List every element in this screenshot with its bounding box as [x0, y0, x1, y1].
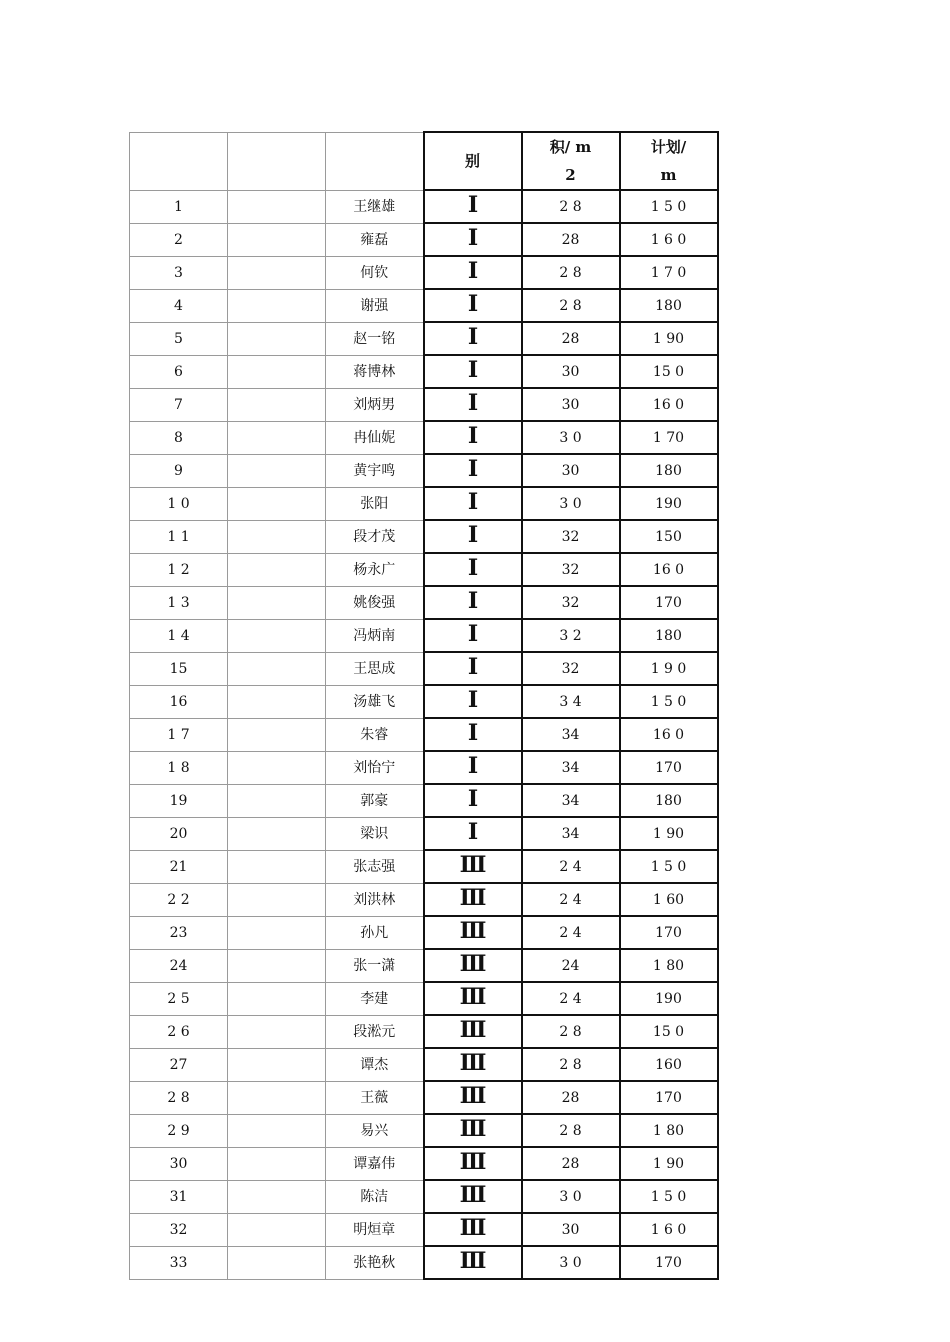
- category-mark: Ⅰ: [467, 291, 478, 317]
- category-cell: [424, 916, 522, 949]
- blank-cell: [228, 619, 326, 652]
- index-cell: 5: [130, 322, 228, 355]
- index-cell: 8: [130, 421, 228, 454]
- plan-cell: 180: [620, 784, 718, 817]
- category-mark: Ⅰ: [467, 588, 478, 614]
- name-cell: 郭豪: [326, 784, 424, 817]
- index-cell: 27: [130, 1048, 228, 1081]
- index-cell: 2: [130, 223, 228, 256]
- blank-cell: [228, 883, 326, 916]
- category-mark: Ⅲ: [459, 1050, 486, 1076]
- table-row: [130, 1213, 718, 1246]
- blank-cell: [228, 1048, 326, 1081]
- blank-cell: [228, 916, 326, 949]
- area-cell: 32: [522, 553, 620, 586]
- category-mark: Ⅲ: [459, 1182, 486, 1208]
- blank-cell: [228, 685, 326, 718]
- blank-cell: [228, 190, 326, 223]
- area-cell: 28: [522, 1081, 620, 1114]
- area-cell: 2 4: [522, 916, 620, 949]
- plan-cell: 16 0: [620, 553, 718, 586]
- index-cell: 1 1: [130, 520, 228, 553]
- category-mark: Ⅰ: [467, 225, 478, 251]
- index-cell: 33: [130, 1246, 228, 1279]
- category-mark: Ⅰ: [467, 786, 478, 812]
- plan-cell: 1 5 0: [620, 850, 718, 883]
- plan-cell: 190: [620, 487, 718, 520]
- blank-cell: [228, 1147, 326, 1180]
- category-mark: Ⅲ: [459, 885, 486, 911]
- blank-cell: [228, 1081, 326, 1114]
- name-cell: 段淞元: [326, 1015, 424, 1048]
- header-cell-2: [326, 132, 424, 190]
- index-cell: 15: [130, 652, 228, 685]
- category-cell: [424, 1015, 522, 1048]
- category-cell: [424, 1180, 522, 1213]
- blank-cell: [228, 553, 326, 586]
- index-cell: 2 8: [130, 1081, 228, 1114]
- name-cell: 姚俊强: [326, 586, 424, 619]
- category-mark: Ⅰ: [467, 324, 478, 350]
- name-cell: 谭嘉伟: [326, 1147, 424, 1180]
- category-cell: [424, 223, 522, 256]
- category-mark: Ⅲ: [459, 852, 486, 878]
- area-cell: 3 0: [522, 487, 620, 520]
- name-cell: 冉仙妮: [326, 421, 424, 454]
- index-cell: 2 6: [130, 1015, 228, 1048]
- category-cell: [424, 520, 522, 553]
- header-cell-0: [130, 132, 228, 190]
- table-row: [130, 355, 718, 388]
- table-row: [130, 850, 718, 883]
- index-cell: 31: [130, 1180, 228, 1213]
- index-cell: 2 2: [130, 883, 228, 916]
- category-mark: Ⅰ: [467, 720, 478, 746]
- plan-cell: 170: [620, 1246, 718, 1279]
- blank-cell: [228, 1246, 326, 1279]
- category-cell: [424, 289, 522, 322]
- category-mark: Ⅰ: [467, 819, 478, 845]
- blank-cell: [228, 784, 326, 817]
- area-cell: 2 8: [522, 256, 620, 289]
- plan-cell: 16 0: [620, 388, 718, 421]
- index-cell: 1 2: [130, 553, 228, 586]
- name-cell: 孙凡: [326, 916, 424, 949]
- name-cell: 刘洪林: [326, 883, 424, 916]
- name-cell: 雍磊: [326, 223, 424, 256]
- category-mark: Ⅰ: [467, 456, 478, 482]
- blank-cell: [228, 421, 326, 454]
- table-row: [130, 1147, 718, 1180]
- table-row: [130, 190, 718, 223]
- name-cell: 谭杰: [326, 1048, 424, 1081]
- blank-cell: [228, 487, 326, 520]
- plan-cell: 1 6 0: [620, 1213, 718, 1246]
- blank-cell: [228, 586, 326, 619]
- table-row: [130, 1081, 718, 1114]
- header-row: [130, 132, 718, 190]
- category-mark: Ⅰ: [467, 192, 478, 218]
- plan-cell: 180: [620, 289, 718, 322]
- category-cell: [424, 685, 522, 718]
- name-cell: 朱睿: [326, 718, 424, 751]
- table-row: [130, 619, 718, 652]
- index-cell: 19: [130, 784, 228, 817]
- plan-cell: 1 90: [620, 1147, 718, 1180]
- category-cell: [424, 850, 522, 883]
- header-cell-area: 积/ m 2: [522, 132, 620, 190]
- category-cell: [424, 1081, 522, 1114]
- category-cell: [424, 322, 522, 355]
- category-mark: Ⅰ: [467, 258, 478, 284]
- plan-cell: 190: [620, 982, 718, 1015]
- blank-cell: [228, 256, 326, 289]
- category-cell: [424, 355, 522, 388]
- category-cell: [424, 421, 522, 454]
- table-row: [130, 1180, 718, 1213]
- table-row: [130, 1246, 718, 1279]
- name-cell: 赵一铭: [326, 322, 424, 355]
- blank-cell: [228, 1114, 326, 1147]
- category-cell: [424, 1048, 522, 1081]
- category-mark: Ⅲ: [459, 1116, 486, 1142]
- blank-cell: [228, 1015, 326, 1048]
- area-cell: 2 4: [522, 850, 620, 883]
- plan-cell: 180: [620, 619, 718, 652]
- area-cell: 2 8: [522, 1048, 620, 1081]
- category-mark: Ⅰ: [467, 357, 478, 383]
- category-cell: [424, 256, 522, 289]
- area-cell: 34: [522, 718, 620, 751]
- category-cell: [424, 1114, 522, 1147]
- area-cell: 2 8: [522, 1015, 620, 1048]
- category-cell: [424, 1246, 522, 1279]
- table-row: [130, 652, 718, 685]
- name-cell: 张阳: [326, 487, 424, 520]
- plan-cell: 1 9 0: [620, 652, 718, 685]
- name-cell: 张艳秋: [326, 1246, 424, 1279]
- plan-cell: 1 5 0: [620, 1180, 718, 1213]
- category-mark: Ⅲ: [459, 1215, 486, 1241]
- table-row: [130, 487, 718, 520]
- area-cell: 30: [522, 388, 620, 421]
- index-cell: 4: [130, 289, 228, 322]
- area-cell: 30: [522, 1213, 620, 1246]
- table-row: [130, 454, 718, 487]
- name-cell: 蒋博林: [326, 355, 424, 388]
- index-cell: 21: [130, 850, 228, 883]
- area-cell: 32: [522, 586, 620, 619]
- table-row: [130, 685, 718, 718]
- category-cell: [424, 784, 522, 817]
- plan-cell: 170: [620, 916, 718, 949]
- index-cell: 23: [130, 916, 228, 949]
- category-cell: [424, 949, 522, 982]
- table-row: [130, 916, 718, 949]
- plan-cell: 1 7 0: [620, 256, 718, 289]
- name-cell: 段才茂: [326, 520, 424, 553]
- blank-cell: [228, 982, 326, 1015]
- category-cell: [424, 619, 522, 652]
- name-cell: 何钦: [326, 256, 424, 289]
- category-mark: Ⅲ: [459, 918, 486, 944]
- blank-cell: [228, 850, 326, 883]
- category-mark: Ⅲ: [459, 984, 486, 1010]
- table-row: [130, 1048, 718, 1081]
- table-row: [130, 289, 718, 322]
- category-mark: Ⅰ: [467, 489, 478, 515]
- category-cell: [424, 982, 522, 1015]
- table-row: [130, 883, 718, 916]
- blank-cell: [228, 1180, 326, 1213]
- plan-cell: 1 80: [620, 949, 718, 982]
- plan-cell: 170: [620, 751, 718, 784]
- category-mark: Ⅰ: [467, 522, 478, 548]
- name-cell: 李建: [326, 982, 424, 1015]
- index-cell: 2 5: [130, 982, 228, 1015]
- name-cell: 梁识: [326, 817, 424, 850]
- plan-cell: 1 90: [620, 817, 718, 850]
- name-cell: 谢强: [326, 289, 424, 322]
- index-cell: 2 9: [130, 1114, 228, 1147]
- area-cell: 2 4: [522, 982, 620, 1015]
- name-cell: 张一潇: [326, 949, 424, 982]
- category-mark: Ⅰ: [467, 687, 478, 713]
- area-cell: 2 8: [522, 190, 620, 223]
- table-row: [130, 553, 718, 586]
- category-cell: [424, 883, 522, 916]
- index-cell: 1 0: [130, 487, 228, 520]
- name-cell: 陈洁: [326, 1180, 424, 1213]
- name-cell: 王薇: [326, 1081, 424, 1114]
- index-cell: 32: [130, 1213, 228, 1246]
- name-cell: 明烜章: [326, 1213, 424, 1246]
- category-cell: [424, 487, 522, 520]
- area-cell: 24: [522, 949, 620, 982]
- name-cell: 黄宇鸣: [326, 454, 424, 487]
- blank-cell: [228, 652, 326, 685]
- table-row: [130, 256, 718, 289]
- index-cell: 1 4: [130, 619, 228, 652]
- table-body: [130, 132, 718, 1279]
- blank-cell: [228, 817, 326, 850]
- name-cell: 杨永广: [326, 553, 424, 586]
- plan-cell: 1 80: [620, 1114, 718, 1147]
- index-cell: 6: [130, 355, 228, 388]
- name-cell: 王思成: [326, 652, 424, 685]
- name-cell: 刘怡宁: [326, 751, 424, 784]
- data-table: [129, 131, 719, 1280]
- category-cell: [424, 1213, 522, 1246]
- category-mark: Ⅲ: [459, 951, 486, 977]
- name-cell: 张志强: [326, 850, 424, 883]
- index-cell: 7: [130, 388, 228, 421]
- category-mark: Ⅲ: [459, 1248, 486, 1274]
- table-row: [130, 817, 718, 850]
- category-mark: Ⅰ: [467, 753, 478, 779]
- category-mark: Ⅲ: [459, 1017, 486, 1043]
- plan-cell: 1 5 0: [620, 685, 718, 718]
- name-cell: 刘炳男: [326, 388, 424, 421]
- table-row: [130, 751, 718, 784]
- area-cell: 28: [522, 1147, 620, 1180]
- blank-cell: [228, 751, 326, 784]
- table-row: [130, 388, 718, 421]
- table-row: [130, 949, 718, 982]
- area-cell: 28: [522, 322, 620, 355]
- name-cell: 冯炳南: [326, 619, 424, 652]
- table-row: [130, 718, 718, 751]
- plan-cell: 1 90: [620, 322, 718, 355]
- plan-cell: 1 5 0: [620, 190, 718, 223]
- category-mark: Ⅲ: [459, 1149, 486, 1175]
- index-cell: 9: [130, 454, 228, 487]
- name-cell: 易兴: [326, 1114, 424, 1147]
- table-row: [130, 322, 718, 355]
- blank-cell: [228, 223, 326, 256]
- plan-cell: 15 0: [620, 355, 718, 388]
- category-cell: [424, 190, 522, 223]
- table-row: [130, 223, 718, 256]
- category-cell: [424, 652, 522, 685]
- table-row: [130, 520, 718, 553]
- category-cell: [424, 454, 522, 487]
- table-row: [130, 784, 718, 817]
- category-cell: [424, 586, 522, 619]
- plan-cell: 16 0: [620, 718, 718, 751]
- blank-cell: [228, 1213, 326, 1246]
- area-cell: 34: [522, 784, 620, 817]
- blank-cell: [228, 355, 326, 388]
- blank-cell: [228, 289, 326, 322]
- category-mark: Ⅰ: [467, 621, 478, 647]
- area-cell: 32: [522, 652, 620, 685]
- table-row: [130, 1015, 718, 1048]
- area-cell: 28: [522, 223, 620, 256]
- index-cell: 1 3: [130, 586, 228, 619]
- plan-cell: 160: [620, 1048, 718, 1081]
- area-cell: 30: [522, 355, 620, 388]
- name-cell: 汤雄飞: [326, 685, 424, 718]
- index-cell: 3: [130, 256, 228, 289]
- area-cell: 2 4: [522, 883, 620, 916]
- category-mark: Ⅰ: [467, 423, 478, 449]
- name-cell: 王继雄: [326, 190, 424, 223]
- area-cell: 3 4: [522, 685, 620, 718]
- index-cell: 24: [130, 949, 228, 982]
- blank-cell: [228, 388, 326, 421]
- area-cell: 3 0: [522, 1246, 620, 1279]
- index-cell: 1 8: [130, 751, 228, 784]
- area-cell: 30: [522, 454, 620, 487]
- plan-cell: 180: [620, 454, 718, 487]
- area-cell: 3 0: [522, 421, 620, 454]
- category-mark: Ⅰ: [467, 390, 478, 416]
- blank-cell: [228, 322, 326, 355]
- area-cell: 2 8: [522, 1114, 620, 1147]
- index-cell: 1: [130, 190, 228, 223]
- category-cell: [424, 388, 522, 421]
- plan-cell: 15 0: [620, 1015, 718, 1048]
- plan-cell: 150: [620, 520, 718, 553]
- blank-cell: [228, 949, 326, 982]
- header-cell-1: [228, 132, 326, 190]
- table-row: [130, 421, 718, 454]
- category-mark: Ⅰ: [467, 555, 478, 581]
- area-cell: 32: [522, 520, 620, 553]
- index-cell: 16: [130, 685, 228, 718]
- category-cell: [424, 1147, 522, 1180]
- blank-cell: [228, 454, 326, 487]
- plan-cell: 170: [620, 586, 718, 619]
- header-cell-category: 别: [424, 132, 522, 190]
- index-cell: 1 7: [130, 718, 228, 751]
- area-cell: 3 0: [522, 1180, 620, 1213]
- category-cell: [424, 718, 522, 751]
- plan-cell: 1 70: [620, 421, 718, 454]
- area-cell: 34: [522, 751, 620, 784]
- category-cell: [424, 817, 522, 850]
- category-mark: Ⅰ: [467, 654, 478, 680]
- area-cell: 2 8: [522, 289, 620, 322]
- table-row: [130, 1114, 718, 1147]
- plan-cell: 1 6 0: [620, 223, 718, 256]
- table-row: [130, 586, 718, 619]
- blank-cell: [228, 718, 326, 751]
- plan-cell: 170: [620, 1081, 718, 1114]
- index-cell: 30: [130, 1147, 228, 1180]
- category-mark: Ⅲ: [459, 1083, 486, 1109]
- header-cell-plan: 计划/ m: [620, 132, 718, 190]
- category-cell: [424, 751, 522, 784]
- table-row: [130, 982, 718, 1015]
- area-cell: 3 2: [522, 619, 620, 652]
- blank-cell: [228, 520, 326, 553]
- index-cell: 20: [130, 817, 228, 850]
- plan-cell: 1 60: [620, 883, 718, 916]
- area-cell: 34: [522, 817, 620, 850]
- category-cell: [424, 553, 522, 586]
